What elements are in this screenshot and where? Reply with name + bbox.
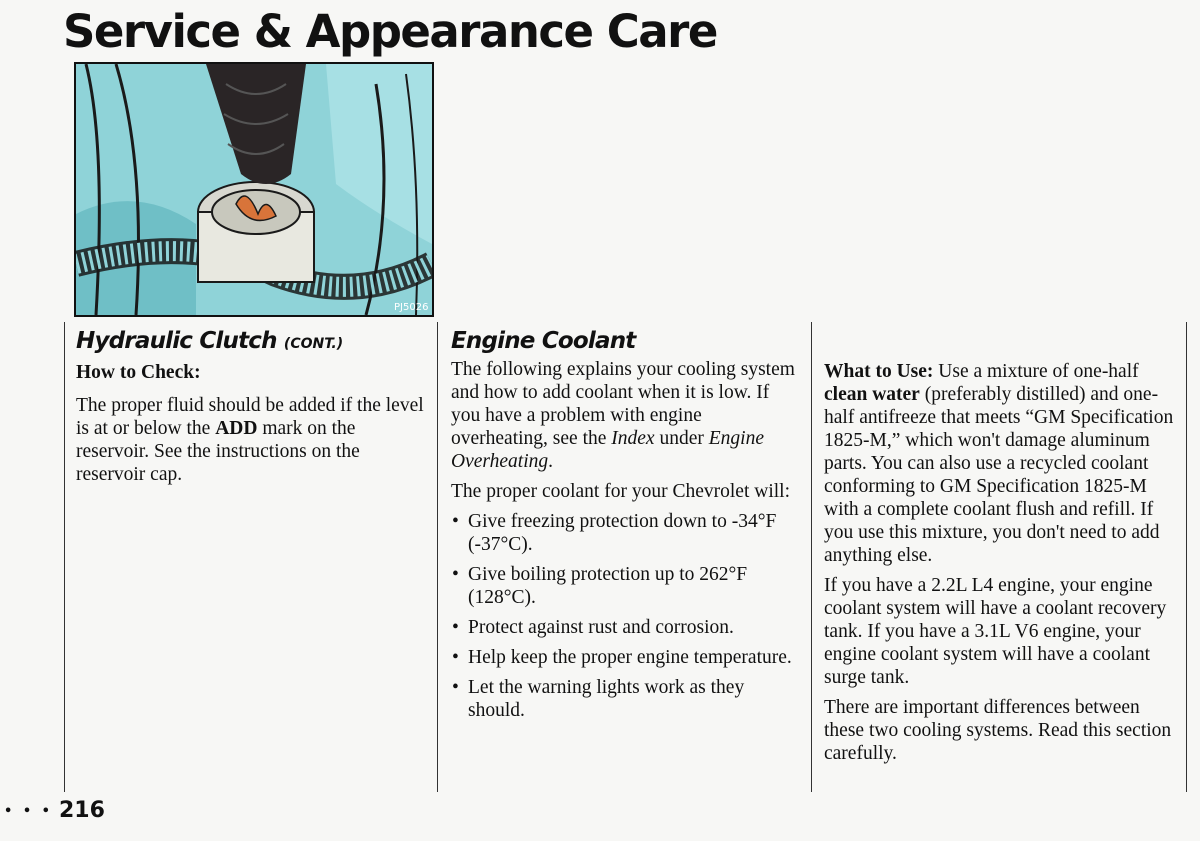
paragraph: What to Use: Use a mixture of one-half clean water (preferably distilled) and one-half antifreeze that meets “GM Specification 1825-M,” which won't damage aluminum parts. You can also use a recycled coolant conforming to GM Specification 1825-M with a complete coolant flush and refill. If you use this mixture, you don't need to add anything else.: [824, 361, 1174, 566]
subheading: How to Check:: [76, 362, 201, 383]
column-hydraulic-clutch: [76, 326, 431, 493]
column-divider-left: [64, 322, 65, 792]
column-what-to-use: [824, 360, 1178, 772]
page-number: 216: [58, 798, 105, 823]
section-heading: Engine Coolant: [451, 328, 636, 354]
illustration-label: PJ5026: [394, 302, 429, 313]
list-item: • Protect against rust and corrosion.: [451, 616, 799, 639]
list-item: • Help keep the proper engine temperature.: [451, 646, 799, 669]
column-divider-mid: [437, 322, 438, 792]
column-divider-far-right: [1186, 322, 1187, 792]
column-divider-right: [811, 322, 812, 792]
list-item: • Give freezing protection down to -34°F (-37°C).: [451, 510, 799, 556]
footer-dots: • • •: [4, 803, 53, 819]
coolant-reservoir-illustration: [74, 62, 434, 317]
paragraph: The following explains your cooling system and how to add coolant when it is low. If you have a problem with engine overheating, see the Index under Engine Overheating.: [451, 359, 795, 472]
paragraph: If you have a 2.2L L4 engine, your engine coolant system will have a coolant recovery tank. If you have a 3.1L V6 engine, your engine coolant system will have a coolant surge tank.: [824, 575, 1167, 688]
page-footer: [4, 798, 105, 823]
paragraph: The proper coolant for your Chevrolet will:: [451, 481, 790, 502]
paragraph: The proper fluid should be added if the level is at or below the ADD mark on the reservoir. See the instructions on the reservoir cap.: [76, 395, 424, 485]
list-item: • Give boiling protection up to 262°F (128°C).: [451, 563, 799, 609]
section-heading: Hydraulic Clutch (CONT.): [76, 328, 344, 354]
bullet-list: [451, 510, 799, 722]
list-item: • Let the warning lights work as they should.: [451, 676, 799, 722]
column-engine-coolant: [451, 326, 799, 729]
heading-suffix: (CONT.): [283, 336, 344, 352]
page-title: Service & Appearance Care: [63, 5, 717, 58]
paragraph: There are important differences between these two cooling systems. Read this section carefully.: [824, 697, 1172, 764]
